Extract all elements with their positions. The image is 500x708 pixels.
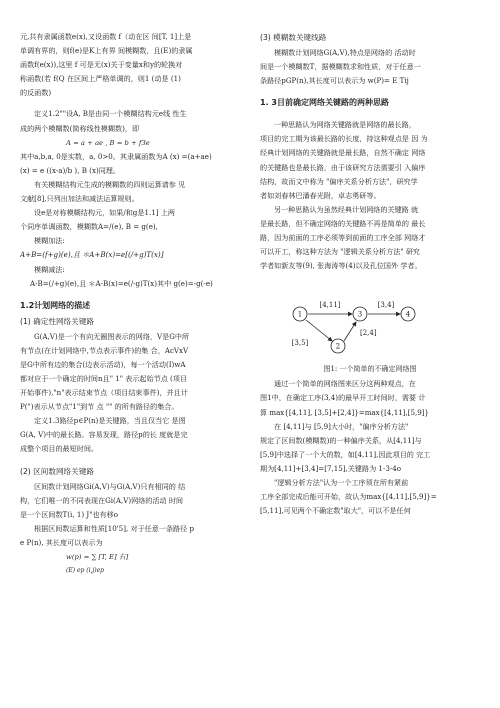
formula-addition: A+B=(f+g)(e),且 ＊A+B(x)=e[(/+g)T(x)]: [20, 250, 164, 260]
edge-label-2-3: [2,4]: [360, 329, 377, 338]
text-line: 图1中，在确定工序(3,4)的最早开工时间时，需要 计: [260, 393, 426, 403]
text-line: (x) = e ((x-a)/b ), B (x)同理。: [20, 165, 120, 175]
text-line: 定义1.3路径p∈P(n)是关键路，当且仅当它 是图: [34, 416, 186, 426]
edge-1-2: [306, 320, 332, 341]
paragraph-operations: [20, 178, 240, 206]
text-line: 间是一个模糊数T，据模糊数求和性质，对于任意一: [260, 62, 421, 72]
paragraph-monotone: [20, 206, 240, 234]
text-line: 是G中所有边的集合(边表示活动)，每一个活动(I)wA: [20, 359, 186, 369]
section-heading-1-2: 1.2计划网络的描述: [20, 300, 91, 310]
formula-linear-fuzzy: A = a + ae , B = b + f3e: [66, 138, 150, 147]
right-column: [260, 30, 480, 518]
formula-path-sum-subscripts: (E) ep (i,j)ep: [66, 567, 105, 575]
text-line: e P(n), 其长度可以表示为: [20, 537, 103, 547]
text-line: P(")表示从节点"1"到节 点 "" 的所有路径的集合。: [20, 402, 179, 412]
node-3: [353, 307, 367, 321]
subsection-heading-fuzzy-critical: (3) 模糊数关键线路: [260, 33, 327, 42]
text-line: [5,9]中选择了一个大的数，如[4,11],因此项目的 完工: [260, 449, 431, 459]
text-line: 开始事件),"n"表示结束节点（项目结束事件)，并且计: [20, 388, 188, 398]
node-1: [293, 307, 307, 321]
formula-path-sum: w(p) = ∑ [T, E] 右]: [66, 553, 129, 561]
text-line: 个同序单调函数，模糊数A=/(e), B = g(e),: [20, 222, 158, 232]
text-line: 的关键路也是最长路，由于该研究方法需要引 入偏序: [260, 162, 426, 172]
text-line: 在 [4,11]与 [5,9]大小时，"偏序分析方法": [274, 421, 409, 431]
paragraph-example: [260, 377, 480, 476]
label-fuzzy-addition: 模糊加法:: [34, 236, 65, 246]
text-line: 区间数计划网络Gi(A,V)与G(A,V)只有相同的 结: [34, 481, 186, 491]
edge-2-3: [344, 322, 356, 341]
network-diagram-svg: [260, 273, 480, 361]
paragraph-fuzzy-network: [260, 46, 480, 88]
paragraph-second-approach: [260, 203, 480, 273]
subsection-heading-interval: (2) 区间数网络关键路: [20, 466, 94, 476]
paragraph-interval-network: [20, 480, 240, 522]
paragraph-membership: [20, 150, 240, 178]
text-line: 一种思路认为网络关键路就是网络的最长路，: [274, 120, 416, 130]
paragraph-continuation: [20, 30, 240, 100]
text-line: 条路径pGP(n),其长度可以表示为 w(P)= E Tij: [260, 76, 409, 86]
text-line: 构，它们唯一的不同表现在Gi(A,V)网络的活动 时间: [20, 495, 184, 505]
edge-label-1-3: [4,11]: [319, 301, 341, 310]
subsection-heading-deterministic: (1) 确定性网络关键路: [20, 316, 94, 326]
text-line: 学者如新友等(9), 张海涛等(4)以及孔位国外 学者。: [260, 261, 422, 271]
svg-text:3: 3: [357, 310, 363, 319]
text-line: 通过一个简单的网络图来区分这两种观点，在: [274, 379, 416, 389]
text-line: 另一种思路认为虽然经典计划网络的关键路 就: [274, 204, 419, 214]
text-line: 成的两个模糊数(简称线性模糊数)，即: [20, 123, 140, 133]
label-fuzzy-subtraction: 模糊减法:: [34, 264, 65, 274]
text-line: G(A, V)中的最长路。容易发现，路径p的长 度就是完: [20, 430, 188, 440]
edge-label-1-2: [3,5]: [291, 339, 309, 348]
text-line: 函数f(e(x)),这里 f 可是无(x)关于变量x和y的轮换对: [20, 60, 183, 70]
text-line: 文献[8],只列出加法和减法运算规则。: [20, 194, 139, 204]
text-line: [5,11],可见两个不确定数"取大"，可以不是任何: [260, 506, 411, 516]
edge-label-3-4: [3,4]: [377, 301, 395, 310]
left-column: [20, 30, 240, 578]
text-line: 都对应于一个确定的时间n且" 1" 表示起始节点 (项目: [20, 373, 188, 383]
network-diagram: [260, 273, 480, 361]
svg-text:2: 2: [335, 342, 341, 351]
text-line: 单调有界的，则f(e)是K上有界 间模糊数，且(E)的隶属: [20, 46, 193, 56]
text-line: 是一个区间数T(i, 1) J"也有移o: [20, 509, 119, 519]
paragraph-definition-1-3: [20, 414, 240, 456]
text-line: 根据区间数运算和性质[10'5], 对于任意一条路径 p: [34, 523, 195, 533]
node-2: [331, 339, 345, 353]
text-line: 算 max{[4,11], [3,5]+[2,4]}=max{[4,11],[5,9]}: [260, 407, 430, 417]
formula-subtraction: A-B=(/+g)(e),且 ＊A-B(x)=e(/-g)T(x)其中 g(e)=-g(-e): [30, 278, 213, 288]
text-line: 元,共有隶属函数e(x),又设函数 f（动在区 间[T, 1]上是: [20, 32, 192, 41]
text-line: 定义1.2""设A, B是由同一个模糊结构元e线 性生: [34, 109, 187, 119]
text-line: 项目的完工期为该最长路的长度，持这种观点是 因 为: [260, 134, 428, 144]
text-line: 模糊数计划网络G(A,V),特点是网络的 活动时: [274, 48, 416, 57]
text-line: 者如刘春林巴潘春光附，卓志勇研等。: [260, 190, 381, 200]
text-line: 的反函数): [20, 88, 52, 98]
text-line: 其中a,b,a, 0是实数，a, 0>0。其隶属函数为A (x) =(a+ae): [20, 151, 212, 161]
paragraph-path-length: [20, 522, 240, 550]
text-line: 规定了区间数(模糊数)的一种偏序关系，从[4,11]与: [260, 435, 422, 445]
text-line: 工序全部完成后能可开始，故认为max{[4,11],[5,9]}=: [260, 492, 437, 502]
text-line: 可以开工，称这种方法为 "逻辑关系分析方法" 研究: [260, 247, 421, 257]
svg-text:4: 4: [405, 310, 411, 319]
section-heading-1-3: 1. 3目前确定网络关键路的两种思路: [260, 98, 389, 108]
text-line: 成整个项目的最短时间。: [20, 444, 99, 454]
paragraph-network-definition: [20, 330, 240, 415]
text-line: 期为[4,11]+[3,4]=[7,15],关键路为 1-3-4o: [260, 463, 402, 473]
text-line: 路，因为前面的工序必须等到前面的工序全部 网络才: [260, 233, 426, 243]
paragraph-definition-1-2: [20, 107, 240, 135]
paragraph-logic-analysis: [260, 476, 480, 518]
svg-text:1: 1: [297, 310, 303, 319]
text-line: "逻辑分析方法"认为一个工序须在所有紧前: [274, 477, 409, 487]
text-line: 称函数(若 f(Q 在区间上严格单调的，则1 (动是 (1): [20, 74, 181, 84]
text-line: 经典计划网络的关键路就是最长路，自然不确定 网络: [260, 148, 426, 158]
paragraph-first-approach: [260, 118, 480, 203]
text-line: 结构，故而文中称为 "偏序关系分析方法"，研究学: [260, 176, 418, 186]
text-line: G(A,V)是一个有向无圈图表示的网络，V是G中所: [34, 331, 190, 341]
text-line: 是最长路，但不确定网络的关键路不再是简单的 最长: [260, 218, 426, 228]
node-4: [401, 307, 415, 321]
text-line: 有节点(在计划网络中,节点表示事件)的集 合，AcVxV: [20, 345, 189, 355]
text-line: 有关模糊结构元生成的模糊数的四则运算请参 见: [34, 179, 186, 189]
text-line: 设e是对称模糊结构元，如果/和g是1.1] 上两: [34, 208, 175, 218]
figure-caption: 图1: 一个简单的不确定网络图: [323, 365, 417, 374]
